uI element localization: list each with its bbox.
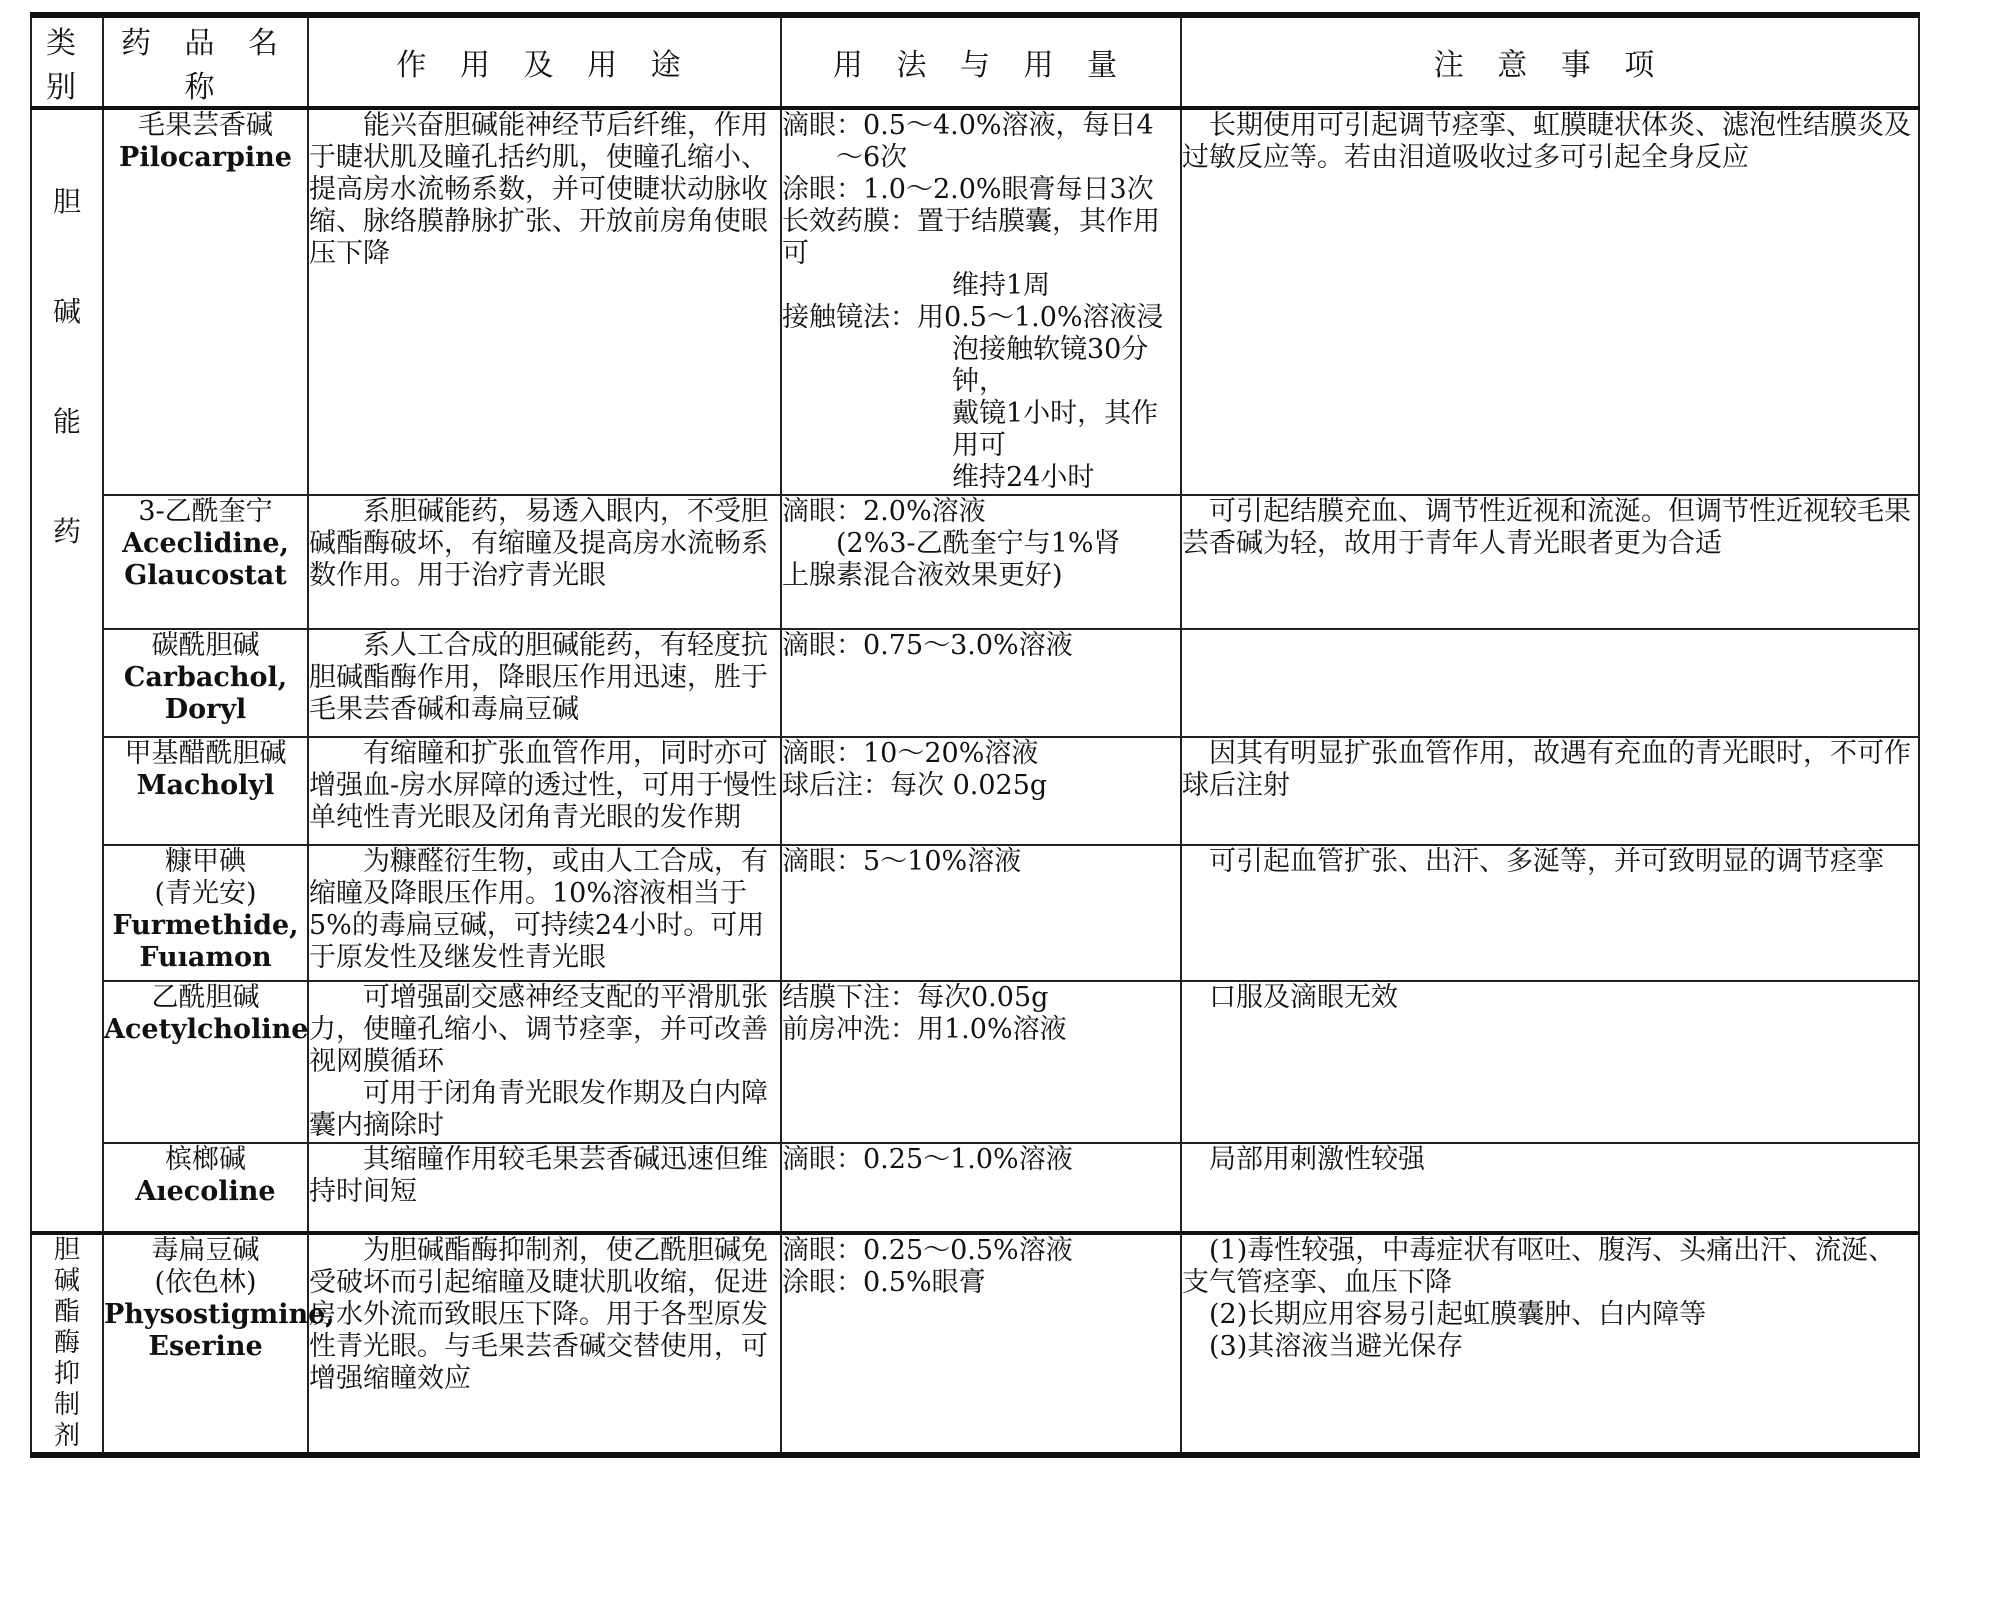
category-char: 碱 [52,295,81,328]
category-char: 抑 [53,1359,80,1389]
drug-name-en: Fuıamon [139,942,272,973]
use-cell [308,1233,781,1455]
dose-line: 涂眼：1.0～2.0%眼膏每日3次 [782,174,1154,205]
note-cell [1181,845,1919,981]
use-cell [308,495,781,629]
dose-line: 维持24小时 [952,462,1095,493]
dose-line: 泡接触软镜30分钟， [952,334,1149,397]
use-text: 可增强副交感神经支配的平滑肌张力，使瞳孔缩小、调节痉挛，并可改善视网膜循环 [309,982,768,1077]
note-cell [1181,981,1919,1143]
drug-name-zh: 碳酰胆碱 [151,630,260,661]
use-cell [308,108,781,495]
dose-line: 接触镜法：用0.5～1.0%溶液浸 [782,302,1164,333]
note-text: 口服及滴眼无效 [1209,982,1398,1013]
note-cell [1181,1233,1919,1455]
drug-name-zh: 甲基醋酰胆碱 [124,738,287,769]
dose-line: 滴眼：5～10%溶液 [782,846,1022,877]
dose-line: 戴镜1小时，其作用可 [952,398,1159,461]
use-text: 系胆碱能药，易透入眼内，不受胆碱酯酶破坏，有缩瞳及提高房水流畅系数作用。用于治疗青光眼 [309,496,768,591]
dose-cell [781,1143,1181,1233]
use-cell [308,1143,781,1233]
drug-name-zh: 毒扁豆碱 [151,1235,260,1266]
dose-cell [781,845,1181,981]
category-label-cholinergic [52,110,82,620]
header-name: 药 品 名 称 [103,15,308,108]
drug-name-cell [103,495,308,629]
table-row [31,737,1919,845]
use-text: 能兴奋胆碱能神经节后纤维，作用于睫状肌及瞳孔括约肌，使瞳孔缩小、提高房水流畅系数，并可使睫状动脉收缩、脉络膜静脉扩张、开放前房角使眼压下降 [309,110,768,269]
drug-name-en: Carbachol, [123,662,288,693]
category-char: 酶 [53,1328,80,1358]
dose-line: 维持1周 [952,270,1051,301]
drug-name-zh-alias: (青光安) [154,878,257,909]
dose-line: 球后注：每次 0.025g [782,770,1048,801]
drug-name-zh: 乙酰胆碱 [151,982,260,1013]
drug-name-zh-alias: (依色林) [154,1267,257,1298]
note-text: 长期使用可引起调节痉挛、虹膜睫状体炎、滤泡性结膜炎及过敏反应等。若由泪道吸收过多可引起全身反应 [1182,110,1911,173]
drug-name-en: Eserine [148,1331,263,1362]
category-char: 胆 [53,1235,80,1265]
dose-cell [781,495,1181,629]
use-text: 系人工合成的胆碱能药，有轻度抗胆碱酯酶作用，降眼压作用迅速，胜于毛果芸香碱和毒扁豆碱 [309,630,768,725]
note-text: 因其有明显扩张血管作用，故遇有充血的青光眼时，不可作球后注射 [1182,738,1911,801]
drug-name-cell [103,981,308,1143]
note-cell [1181,1143,1919,1233]
dose-line: 长效药膜：置于结膜囊，其作用可 [782,206,1160,269]
drug-name-zh: 槟榔碱 [165,1144,246,1175]
drug-name-en: Furmethide, [112,910,299,941]
drug-name-en: Glaucostat [124,560,287,591]
table-row [31,108,1919,495]
note-cell [1181,629,1919,737]
drug-name-cell [103,1233,335,1455]
use-cell [308,981,781,1143]
drug-name-cell [103,1143,308,1233]
table-row [31,1143,1919,1233]
drug-name-en: Aceclidine, [122,528,289,559]
table-row [31,981,1919,1143]
note-text: 可引起结膜充血、调节性近视和流涎。但调节性近视较毛果芸香碱为轻，故用于青年人青光眼者更为合适 [1182,496,1911,559]
note-text: 可引起血管扩张、出汗、多涎等，并可致明显的调节痉挛 [1209,846,1884,877]
dose-line: 滴眼：0.5～4.0%溶液，每日4 [782,110,1154,141]
use-text: 可用于闭角青光眼发作期及白内障囊内摘除时 [309,1078,768,1141]
table-row [31,495,1919,629]
use-cell [308,737,781,845]
drug-name-cell [103,737,308,845]
dose-line: 结膜下注：每次0.05g [782,982,1049,1013]
table-row [31,845,1919,981]
use-text: 有缩瞳和扩张血管作用，同时亦可增强血-房水屏障的透过性，可用于慢性单纯性青光眼及闭角青光眼的发作期 [309,738,778,833]
drug-name-en: Aıecoline [135,1176,276,1207]
category-char: 碱 [53,1266,80,1296]
drug-name-en: Doryl [164,694,247,725]
category-cell-cholinesterase-inhibitor [31,1233,103,1455]
category-char: 胆 [52,185,81,218]
dose-line: 滴眼：0.25～1.0%溶液 [782,1144,1073,1175]
note-text: (3)其溶液当避光保存 [1209,1331,1464,1362]
note-cell [1181,737,1919,845]
use-cell [308,629,781,737]
drug-name-zh: 糠甲碘 [165,846,246,877]
dose-line: 涂眼：0.5%眼膏 [782,1267,986,1298]
drug-name-cell [103,845,308,981]
note-text: 局部用刺激性较强 [1209,1144,1425,1175]
drug-name-zh: 毛果芸香碱 [138,110,273,141]
note-cell [1181,495,1919,629]
dose-line: 滴眼：2.0%溶液 [782,496,986,527]
header-note: 注 意 事 项 [1181,15,1919,108]
category-char: 剂 [53,1421,80,1451]
category-char: 药 [52,515,81,548]
dose-line: 滴眼：0.25～0.5%溶液 [782,1235,1073,1266]
note-cell [1181,108,1919,495]
header-dose: 用 法 与 用 量 [781,15,1181,108]
dose-cell [781,981,1181,1143]
category-cell-cholinergic [31,108,103,1233]
use-text: 为胆碱酯酶抑制剂，使乙酰胆碱免受破坏而引起缩瞳及睫状肌收缩，促进房水外流而致眼压下降。用于各型原发性青光眼。与毛果芸香碱交替使用，可增强缩瞳效应 [309,1235,768,1394]
note-text: (2)长期应用容易引起虹膜囊肿、白内障等 [1209,1299,1707,1330]
dose-line: (2%3-乙酰奎宁与1%肾 [836,528,1121,559]
header-category: 类别 [31,15,103,108]
dose-line: 上腺素混合液效果更好) [782,560,1063,591]
note-text: (1)毒性较强，中毒症状有呕吐、腹泻、头痛出汗、流涎、支气管痉挛、血压下降 [1182,1235,1896,1298]
drug-name-en: Acetylcholine [104,1014,309,1045]
table-row [31,629,1919,737]
drug-name-cell [103,629,308,737]
dose-line: 滴眼：10～20%溶液 [782,738,1039,769]
dose-line: 滴眼：0.75～3.0%溶液 [782,630,1073,661]
drug-name-en: Physostigmine, [104,1299,335,1330]
category-char: 酯 [53,1297,80,1327]
drug-name-zh: 3-乙酰奎宁 [138,496,273,527]
use-text: 其缩瞳作用较毛果芸香碱迅速但维持时间短 [309,1144,768,1207]
table-row [31,1233,1919,1455]
category-char: 制 [53,1390,80,1420]
header-use: 作 用 及 用 途 [308,15,781,108]
dose-cell [781,737,1181,845]
dose-cell [781,108,1181,495]
use-cell [308,845,781,981]
dose-line: ～6次 [836,142,908,173]
category-char: 能 [52,405,81,438]
dose-line: 前房冲洗：用1.0%溶液 [782,1014,1067,1045]
category-label-cholinesterase-inhibitor [52,1235,82,1452]
drug-name-en: Pilocarpine [119,142,292,173]
header-row [31,15,1919,108]
dose-cell [781,1233,1181,1455]
drug-name-en: Macholyl [136,770,275,801]
use-text: 为糠醛衍生物，或由人工合成，有缩瞳及降眼压作用。10%溶液相当于5%的毒扁豆碱，可持续24小时。可用于原发性及继发性青光眼 [309,846,768,973]
dose-cell [781,629,1181,737]
drug-name-cell [103,108,308,495]
drug-table [30,12,1920,1458]
